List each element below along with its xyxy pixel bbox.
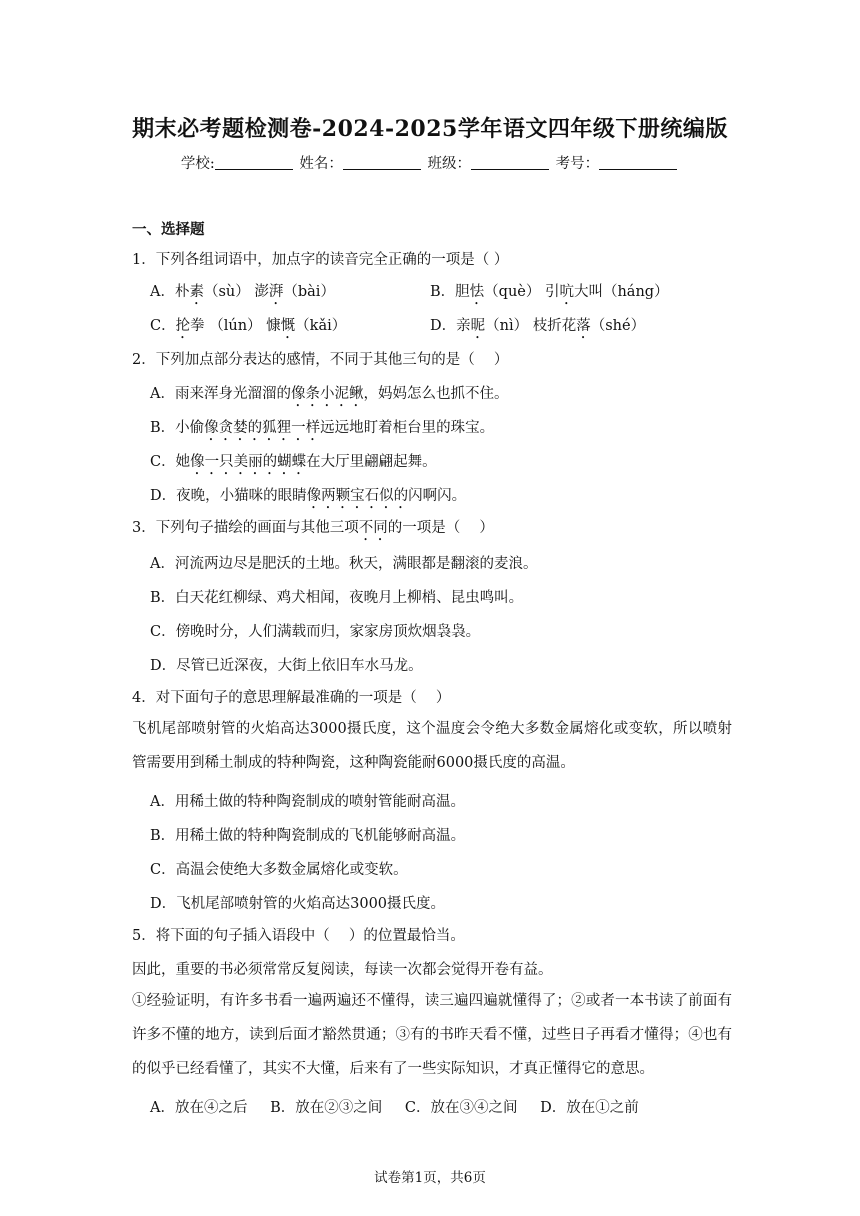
- question-4-option-d[interactable]: D．飞机尾部喷射管的火焰高达3000摄氏度。: [150, 896, 446, 912]
- number-label: 考号：: [555, 156, 600, 172]
- question-3-option-b[interactable]: B．白天花红柳绿、鸡犬相闻，夜晚月上柳梢、昆虫鸣叫。: [150, 590, 524, 606]
- question-5-option-a[interactable]: A．放在④之后: [150, 1100, 248, 1116]
- school-blank[interactable]: [215, 155, 293, 170]
- dotted-char: 落: [576, 318, 591, 334]
- dotted-char: 抡: [175, 318, 191, 334]
- dotted-char: 素: [189, 284, 204, 300]
- option-text: 大叫（háng）: [573, 284, 669, 300]
- option-text: 拳 （lún） 慷: [190, 318, 281, 334]
- school-label: 学校:: [180, 156, 215, 172]
- option-text: D．夜晚，小猫咪的眼睛: [150, 488, 307, 504]
- class-blank[interactable]: [471, 155, 549, 170]
- question-3-option-a[interactable]: A．河流两边尽是肥沃的土地。秋天，满眼都是翻滚的麦浪。: [150, 556, 538, 572]
- dotted-char: 湃: [268, 284, 284, 300]
- student-info-line: [0, 152, 860, 173]
- option-text: （sù） 澎: [203, 284, 269, 300]
- question-2-option-d[interactable]: [150, 484, 466, 512]
- option-text: 在大厅里翩翩起舞。: [306, 454, 437, 470]
- option-text: C．: [150, 318, 176, 334]
- question-3-option-c[interactable]: C．傍晚时分，人们满载而归，家家房顶炊烟袅袅。: [150, 624, 481, 640]
- option-text: B．小偷: [150, 420, 205, 436]
- question-5-option-b[interactable]: B．放在②③之间: [270, 1100, 383, 1116]
- question-5-sentence: 因此，重要的书必须常常反复阅读，每读一次都会觉得开卷有益。: [132, 962, 553, 978]
- question-3-stem: [132, 516, 494, 544]
- question-4-stem: 4．对下面句子的意思理解最准确的一项是（ ）: [132, 690, 451, 706]
- class-label: 班级：: [427, 156, 471, 172]
- dotted-phrase: 像一只美丽的蝴蝶: [190, 454, 307, 470]
- option-text: 远远地盯着柜台里的珠宝。: [320, 420, 495, 436]
- question-3-option-d[interactable]: D．尽管已近深夜，大街上依旧车水马龙。: [150, 658, 423, 674]
- page-footer: 试卷第1页，共6页: [374, 1170, 486, 1186]
- dotted-phrase: 不同: [358, 520, 388, 536]
- option-text: （què） 引: [484, 284, 560, 300]
- question-4-passage: 飞机尾部喷射管的火焰高达3000摄氏度，这个温度会令绝大多数金属熔化或变软，所以喷射管需要用到稀土制成的特种陶瓷，这种陶瓷能耐6000摄氏度的高温。: [132, 721, 732, 771]
- dotted-char: 怯: [469, 284, 485, 300]
- question-5-option-c[interactable]: C．放在③④之间: [404, 1100, 518, 1116]
- dotted-char: 吭: [559, 284, 574, 300]
- option-text: D．亲: [430, 318, 471, 334]
- question-5-option-d[interactable]: D．放在①之前: [540, 1100, 639, 1116]
- question-1-option-d[interactable]: [430, 314, 645, 342]
- question-1-option-a[interactable]: [150, 280, 335, 308]
- question-2-option-c[interactable]: [150, 450, 437, 478]
- option-text: A．雨来浑身光溜溜的: [150, 386, 291, 402]
- question-1-option-b[interactable]: [430, 280, 669, 308]
- number-blank[interactable]: [599, 155, 677, 170]
- option-text: C．她: [150, 454, 191, 470]
- option-text: （bài）: [283, 284, 335, 300]
- dotted-phrase: 像两颗宝石似的: [306, 488, 409, 504]
- dotted-char: 昵: [470, 318, 486, 334]
- option-text: （kǎi）: [295, 318, 347, 334]
- question-2-option-b[interactable]: [150, 416, 494, 444]
- stem-text: 3．下列句子描绘的画面与其他三项: [132, 520, 359, 536]
- question-2-option-a[interactable]: [150, 382, 508, 410]
- exam-title: 期末必考题检测卷-2024-2025学年语文四年级下册统编版: [132, 116, 728, 142]
- option-text: B．胆: [430, 284, 470, 300]
- dotted-phrase: 像条小泥鳅: [290, 386, 364, 402]
- option-text: （nì） 枝折花: [485, 318, 577, 334]
- dotted-char: 慨: [280, 318, 296, 334]
- question-4-option-a[interactable]: A．用稀土做的特种陶瓷制成的喷射管能耐高温。: [150, 794, 465, 810]
- option-text: （shé）: [590, 318, 646, 334]
- question-1-option-c[interactable]: [150, 314, 346, 342]
- option-text: A．朴: [150, 284, 190, 300]
- question-1-stem: 1．下列各组词语中，加点字的读音完全正确的一项是（ ）: [132, 252, 509, 268]
- question-5-passage: ①经验证明，有许多书看一遍两遍还不懂得，读三遍四遍就懂得了；②或者一本书读了前面有许多不懂的地方，读到后面才豁然贯通；③有的书昨天看不懂，过些日子再看才懂得；④也有的似乎已经看懂了，其实不大懂，后来有了一些实际知识，才真正懂得它的意思。: [132, 993, 732, 1077]
- name-label: 姓名：: [299, 156, 343, 172]
- section-heading: 一、选择题: [132, 221, 205, 238]
- question-5-options: [150, 1096, 657, 1117]
- option-text: ，妈妈怎么也抓不住。: [363, 386, 509, 402]
- question-4-option-c[interactable]: C．高温会使绝大多数金属熔化或变软。: [150, 862, 408, 878]
- question-5-stem: 5．将下面的句子插入语段中（ ）的位置最恰当。: [132, 928, 465, 944]
- dotted-phrase: 像贪婪的狐狸一样: [204, 420, 321, 436]
- name-blank[interactable]: [343, 155, 421, 170]
- question-4-option-b[interactable]: B．用稀土做的特种陶瓷制成的飞机能够耐高温。: [150, 828, 466, 844]
- option-text: 闪啊闪。: [408, 488, 467, 504]
- question-2-stem: 2．下列加点部分表达的感情，不同于其他三句的是（ ）: [132, 352, 509, 368]
- stem-text: 的一项是（ ）: [387, 520, 494, 536]
